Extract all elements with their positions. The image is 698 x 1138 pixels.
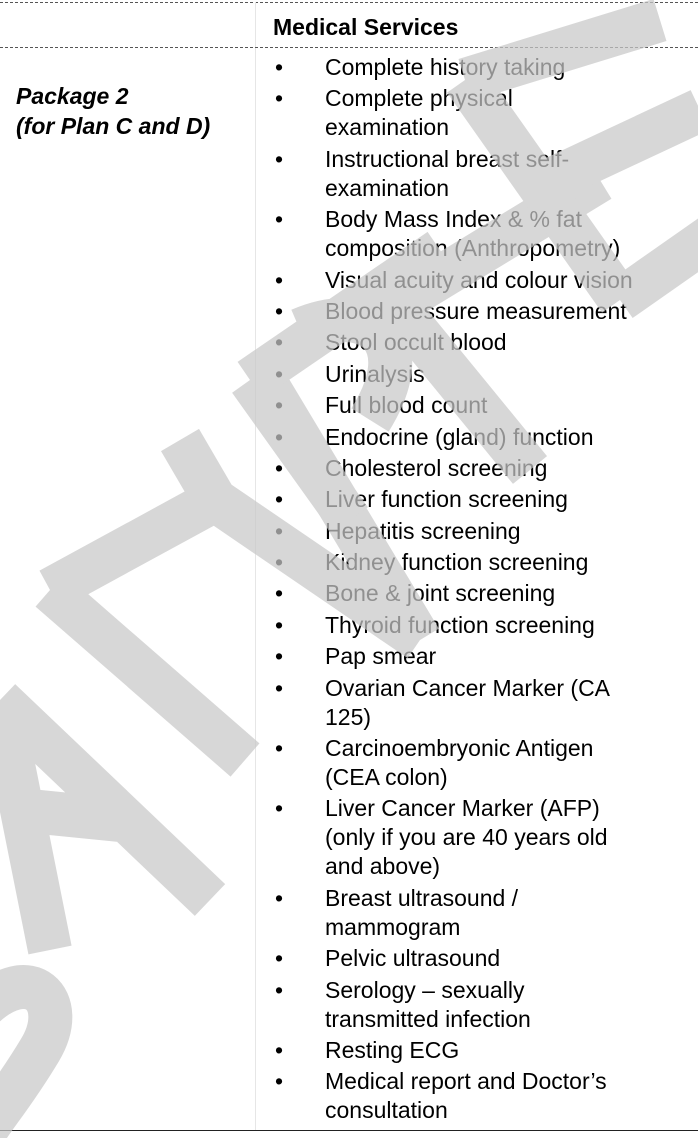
service-item xyxy=(0,205,690,263)
service-text-line: Stool occult blood xyxy=(325,329,507,356)
bullet-icon: • xyxy=(274,486,284,513)
service-text-line: Hepatitis screening xyxy=(325,517,521,544)
bullet-icon: • xyxy=(274,454,284,481)
service-text-line: Complete history taking xyxy=(325,54,566,80)
bullet-icon: • xyxy=(274,580,284,607)
package-plans: (for Plan C and D) xyxy=(16,113,211,139)
service-text-line: Urinalysis xyxy=(325,360,425,387)
service-item xyxy=(0,454,690,483)
table-header-medical-services: Medical Services xyxy=(273,14,459,40)
service-text-line: and above) xyxy=(325,853,441,880)
service-text-line: Medical report and Doctor’s xyxy=(325,1068,607,1095)
service-text-line: (only if you are 40 years old xyxy=(325,824,608,851)
service-text-line: Blood pressure measurement xyxy=(325,297,627,324)
bullet-icon: • xyxy=(274,266,284,293)
service-item xyxy=(0,485,690,514)
bullet-icon: • xyxy=(274,206,284,233)
service-text-line: Cholesterol screening xyxy=(325,454,548,481)
service-text-line: Resting ECG xyxy=(325,1036,460,1063)
service-item xyxy=(0,423,690,452)
service-text-line: Complete physical xyxy=(325,85,513,112)
bullet-icon: • xyxy=(274,735,284,762)
service-item xyxy=(0,674,690,732)
service-text-line: Endocrine (gland) function xyxy=(325,423,594,450)
service-item xyxy=(0,884,690,942)
service-text-line: Carcinoembryonic Antigen xyxy=(325,735,594,762)
services-list xyxy=(0,53,690,1128)
service-text-line: examination xyxy=(325,114,450,141)
service-item xyxy=(0,1036,690,1065)
service-item xyxy=(0,1067,690,1125)
package-name: Package 2 xyxy=(16,83,129,109)
service-text-line: Liver Cancer Marker (AFP) xyxy=(325,795,600,822)
service-text-line: transmitted infection xyxy=(325,1005,531,1032)
service-item xyxy=(0,266,690,295)
bullet-icon: • xyxy=(274,945,284,972)
bullet-icon: • xyxy=(274,85,284,112)
service-item xyxy=(0,579,690,608)
bullet-icon: • xyxy=(274,360,284,387)
bullet-icon: • xyxy=(274,423,284,450)
bullet-icon: • xyxy=(274,674,284,701)
bullet-icon: • xyxy=(274,329,284,356)
service-item xyxy=(0,145,690,203)
service-item xyxy=(0,548,690,577)
service-text-line: Liver function screening xyxy=(325,486,568,513)
service-text-line: Body Mass Index & % fat xyxy=(325,206,582,233)
service-text-line: Ovarian Cancer Marker (CA xyxy=(325,674,611,701)
bullet-icon: • xyxy=(274,976,284,1003)
bullet-icon: • xyxy=(274,611,284,638)
service-text-line: Visual acuity and colour vision xyxy=(325,266,633,293)
service-text-line: Thyroid function screening xyxy=(325,611,595,638)
service-item xyxy=(0,976,690,1034)
service-item xyxy=(0,391,690,420)
bullet-icon: • xyxy=(274,884,284,911)
service-text-line: Pap smear xyxy=(325,643,437,670)
service-text-line: Breast ultrasound / xyxy=(325,884,519,911)
bullet-icon: • xyxy=(274,517,284,544)
bullet-icon: • xyxy=(274,643,284,670)
service-item xyxy=(0,944,690,973)
service-item xyxy=(0,84,690,142)
bullet-icon: • xyxy=(274,54,284,80)
header-separator-rule xyxy=(0,47,698,48)
service-text-line: consultation xyxy=(325,1097,448,1124)
table-top-rule xyxy=(0,2,698,3)
service-text-line: (CEA colon) xyxy=(325,764,448,791)
service-item xyxy=(0,611,690,640)
service-item xyxy=(0,642,690,671)
service-text-line: Full blood count xyxy=(325,392,488,419)
service-text-line: 125) xyxy=(325,703,372,730)
service-text-line: mammogram xyxy=(325,913,461,940)
bullet-icon: • xyxy=(274,297,284,324)
service-text-line: composition (Anthropometry) xyxy=(325,235,621,262)
service-item xyxy=(0,517,690,546)
bullet-icon: • xyxy=(274,795,284,822)
bullet-icon: • xyxy=(274,1036,284,1063)
bullet-icon: • xyxy=(274,392,284,419)
table-bottom-rule xyxy=(0,1130,698,1131)
bullet-icon: • xyxy=(274,549,284,576)
service-text-line: Serology – sexually xyxy=(325,976,525,1003)
bullet-icon: • xyxy=(274,1068,284,1095)
service-text-line: Kidney function screening xyxy=(325,549,589,576)
service-text-line: Pelvic ultrasound xyxy=(325,945,501,972)
service-text-line: Instructional breast self- xyxy=(325,145,570,172)
service-text-line: examination xyxy=(325,174,450,201)
bullet-icon: • xyxy=(274,145,284,172)
service-item xyxy=(0,328,690,357)
service-item xyxy=(0,794,690,881)
service-item xyxy=(0,360,690,389)
service-item xyxy=(0,297,690,326)
service-item xyxy=(0,53,690,82)
service-text-line: Bone & joint screening xyxy=(325,580,556,607)
service-item xyxy=(0,734,690,792)
